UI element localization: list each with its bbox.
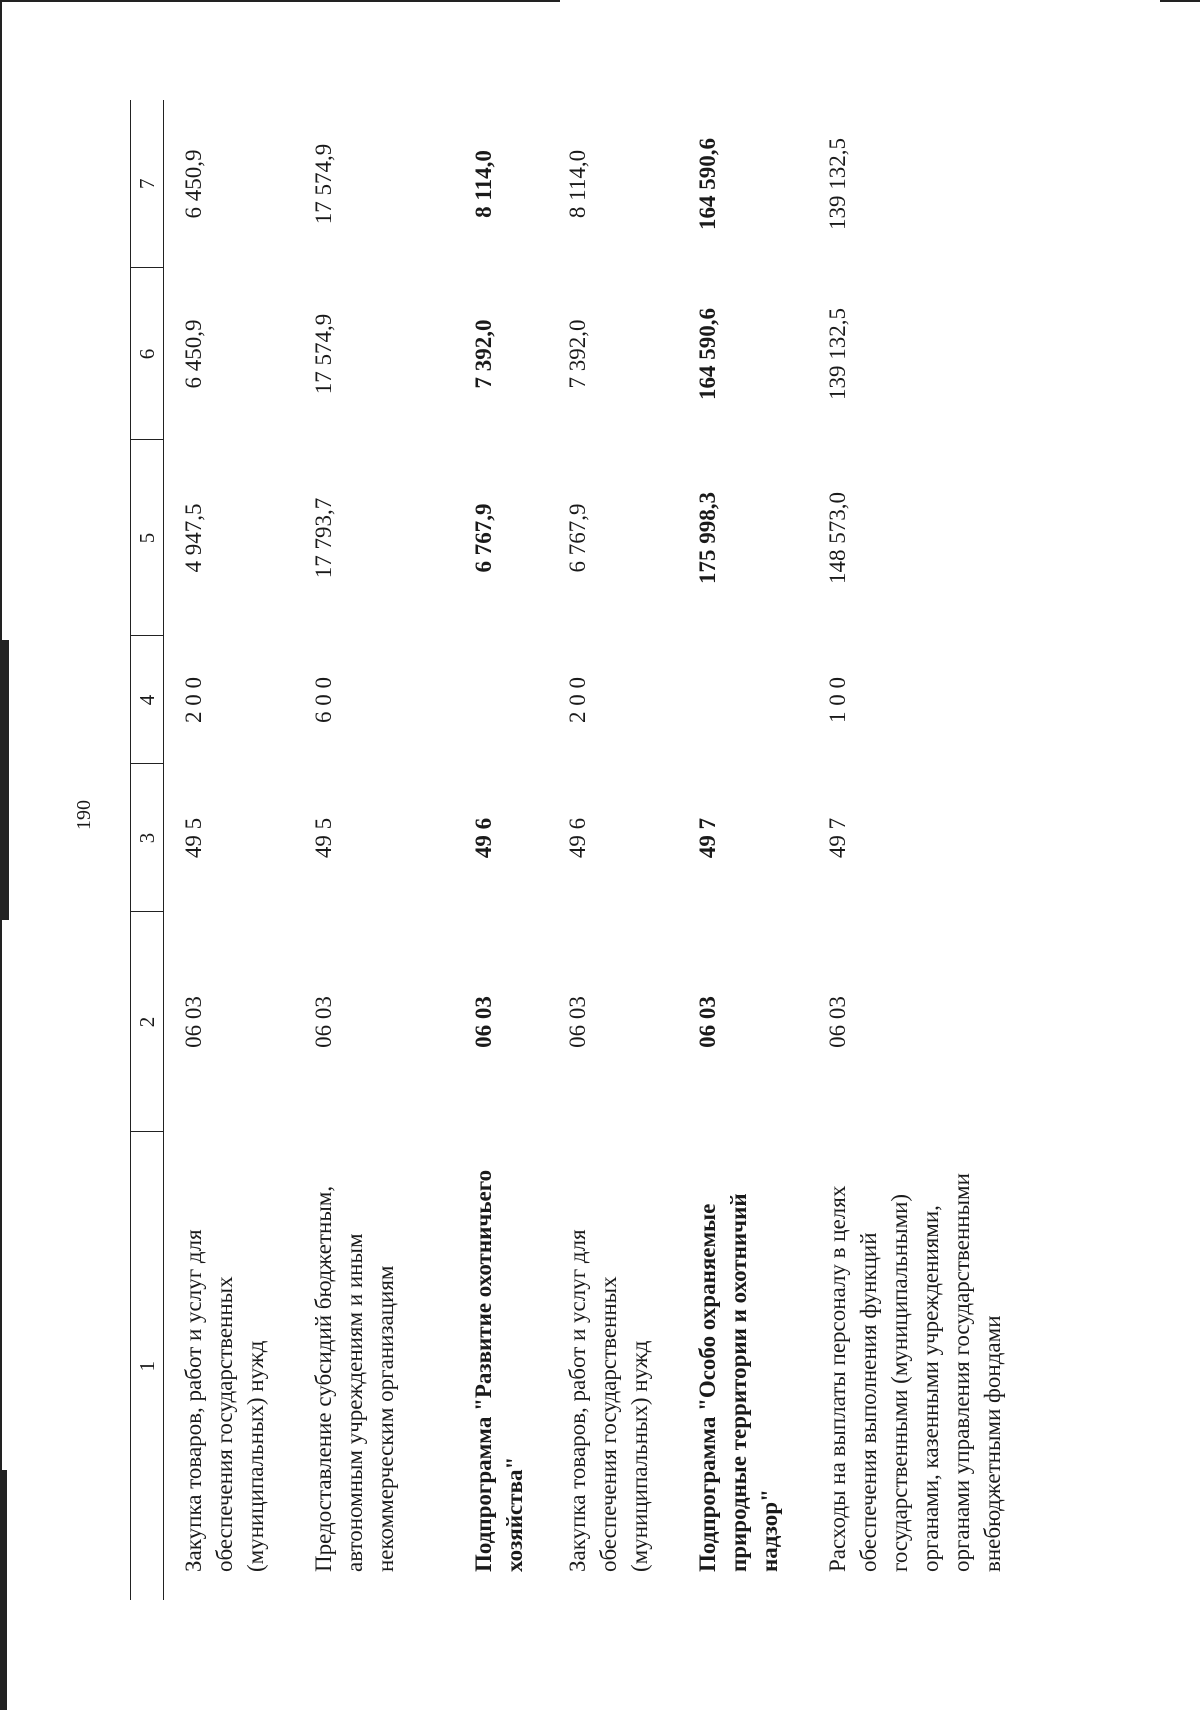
amount-col5: 6 767,9 bbox=[471, 503, 496, 573]
target-article-code: 49 5 bbox=[311, 817, 336, 859]
table-row bbox=[294, 100, 454, 1600]
section-code: 06 03 bbox=[565, 996, 590, 1048]
amount-col5: 175 998,3 bbox=[695, 492, 720, 584]
section-code: 06 03 bbox=[311, 996, 336, 1048]
amount-col6: 139 132,5 bbox=[825, 308, 850, 400]
target-article-code: 49 7 bbox=[695, 817, 720, 859]
page-number: 190 bbox=[73, 800, 95, 830]
table-row bbox=[678, 100, 808, 1600]
amount-col6: 164 590,6 bbox=[695, 308, 720, 400]
column-header: 4 bbox=[131, 636, 164, 764]
amount-col5: 6 767,9 bbox=[565, 503, 590, 573]
column-header: 5 bbox=[131, 440, 164, 636]
column-header: 6 bbox=[131, 268, 164, 440]
amount-col6: 17 574,9 bbox=[311, 313, 336, 395]
budget-table bbox=[130, 100, 1030, 1600]
target-article-code: 49 5 bbox=[181, 817, 206, 859]
expense-type-code bbox=[678, 636, 808, 764]
amount-col7: 8 114,0 bbox=[471, 150, 496, 218]
amount-col6: 7 392,0 bbox=[471, 319, 496, 389]
expense-type-code: 2 0 0 bbox=[565, 677, 590, 723]
target-article-code: 49 6 bbox=[471, 817, 496, 859]
table-row bbox=[164, 100, 295, 1600]
amount-col5: 17 793,7 bbox=[311, 497, 336, 579]
section-code: 06 03 bbox=[825, 996, 850, 1048]
table-row bbox=[808, 100, 1030, 1600]
section-code: 06 03 bbox=[471, 996, 496, 1048]
scan-binding-mark bbox=[0, 640, 9, 920]
column-header: 1 bbox=[131, 1132, 164, 1600]
item-name: Подпрограмма "Развитие охотничьего хозяйства" bbox=[471, 1169, 527, 1572]
amount-col7: 6 450,9 bbox=[181, 149, 206, 219]
table-row bbox=[454, 100, 548, 1600]
item-name: Закупка товаров, работ и услуг для обеспечения государственных (муниципальных) нужд bbox=[181, 1229, 268, 1572]
amount-col7: 17 574,9 bbox=[311, 143, 336, 225]
rotated-table-page bbox=[73, 0, 1005, 1600]
item-name: Закупка товаров, работ и услуг для обеспечения государственных (муниципальных) нужд bbox=[565, 1229, 652, 1572]
table-row bbox=[548, 100, 678, 1600]
column-number-header bbox=[131, 100, 164, 1600]
amount-col6: 7 392,0 bbox=[565, 319, 590, 389]
expense-type-code: 1 0 0 bbox=[825, 677, 850, 723]
amount-col7: 164 590,6 bbox=[695, 138, 720, 230]
scan-binding-mark bbox=[0, 1470, 7, 1710]
expense-type-code: 6 0 0 bbox=[311, 677, 336, 723]
amount-col5: 148 573,0 bbox=[825, 492, 850, 584]
column-header: 7 bbox=[131, 100, 164, 268]
target-article-code: 49 7 bbox=[825, 817, 850, 859]
expense-type-code: 2 0 0 bbox=[181, 677, 206, 723]
column-header: 2 bbox=[131, 912, 164, 1132]
amount-col7: 139 132,5 bbox=[825, 138, 850, 230]
section-code: 06 03 bbox=[695, 996, 720, 1048]
amount-col6: 6 450,9 bbox=[181, 319, 206, 389]
scan-top-edge bbox=[1160, 0, 1200, 2]
section-code: 06 03 bbox=[181, 996, 206, 1048]
item-name: Предоставление субсидий бюджетным, автономным учреждениям и иным некоммерческим организациям bbox=[311, 1185, 398, 1572]
expense-type-code bbox=[454, 636, 548, 764]
item-name: Подпрограмма "Особо охраняемые природные территории и охотничий надзор" bbox=[695, 1193, 782, 1572]
amount-col7: 8 114,0 bbox=[565, 149, 590, 219]
column-header: 3 bbox=[131, 764, 164, 912]
amount-col5: 4 947,5 bbox=[181, 503, 206, 573]
target-article-code: 49 6 bbox=[565, 817, 590, 859]
item-name: Расходы на выплаты персоналу в целях обеспечения выполнения функций государственными (муниципальными) органами, казенными учреждениями, органами управления государственными внебюджетными фондами bbox=[825, 1173, 1005, 1572]
